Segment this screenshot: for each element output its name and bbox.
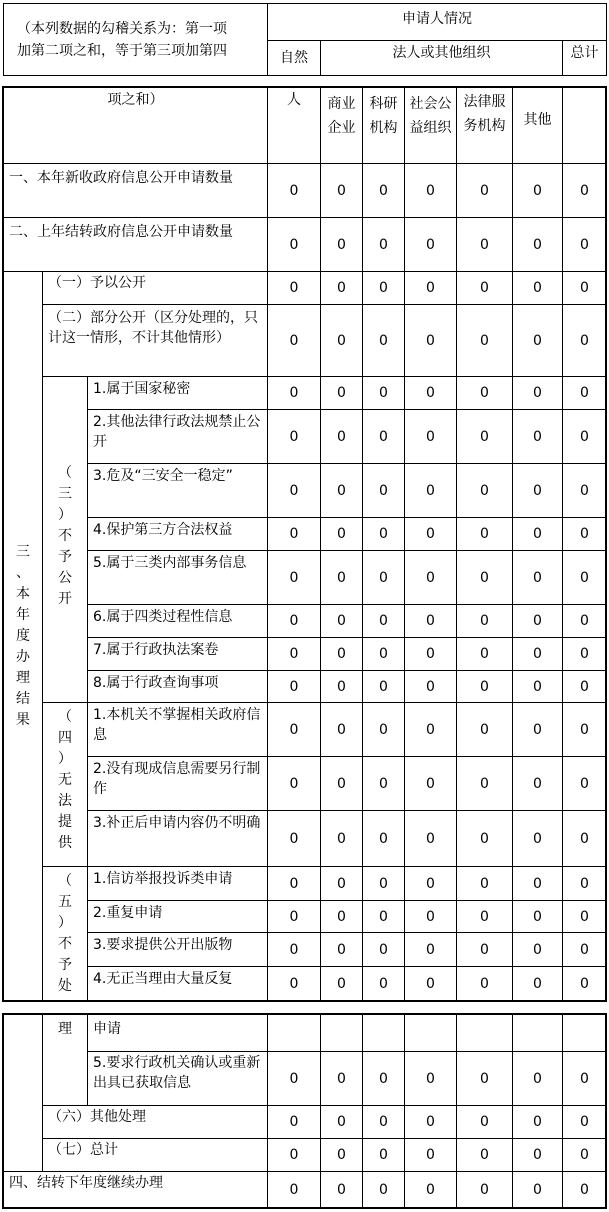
- value-cell: 0: [562, 932, 607, 967]
- value-cell: 0: [404, 550, 457, 605]
- note-cell: [3, 3, 268, 76]
- value-cell: 0: [404, 900, 457, 933]
- value-cell: 0: [562, 409, 607, 464]
- value-cell: 0: [362, 271, 405, 305]
- value-cell: 0: [362, 1051, 405, 1106]
- value-cell: 0: [512, 271, 563, 305]
- vertical-char: 予: [58, 957, 72, 973]
- value-cell: 0: [320, 1051, 363, 1106]
- value-cell: 0: [456, 932, 513, 967]
- value-cell: 0: [512, 304, 563, 377]
- value-cell: 0: [404, 1138, 457, 1172]
- value-cell: 0: [404, 810, 457, 867]
- row-label: 3.要求提供公开出版物: [87, 932, 268, 967]
- value-cell: 0: [362, 966, 405, 1002]
- value-cell: 0: [404, 1105, 457, 1139]
- value-cell: 0: [562, 1171, 607, 1208]
- value-cell: 0: [362, 1105, 405, 1139]
- vertical-char: 处: [58, 978, 72, 994]
- vertical-char: 公: [58, 570, 72, 586]
- row-label: 2.没有现成信息需要另行制作: [87, 756, 268, 811]
- empty-cell: [512, 1014, 563, 1052]
- research-institute-header: 科研机构: [362, 87, 405, 164]
- row-label: 1.属于国家秘密: [87, 376, 268, 410]
- value-cell: 0: [362, 550, 405, 605]
- value-cell: 0: [320, 810, 363, 867]
- value-cell: 0: [562, 550, 607, 605]
- vertical-char: 法: [58, 793, 72, 809]
- vertical-char: 开: [58, 591, 72, 607]
- value-cell: 0: [320, 517, 363, 551]
- other-org-header: 其他: [512, 87, 563, 164]
- row-label: 3.危及“三安全一稳定”: [87, 463, 268, 518]
- note-line: （本列数据的勾稽关系为：第一项: [17, 21, 227, 37]
- row-label: 2.其他法律行政法规禁止公开: [87, 409, 268, 464]
- value-cell: 0: [404, 966, 457, 1002]
- vertical-char: 年: [16, 607, 30, 623]
- vertical-char: ）: [58, 507, 72, 523]
- row-label: 3.补正后申请内容仍不明确: [87, 810, 268, 867]
- value-cell: 0: [267, 550, 321, 605]
- value-cell: 0: [456, 702, 513, 757]
- value-cell: 0: [512, 1138, 563, 1172]
- table-frame: [605, 1013, 607, 1209]
- value-cell: 0: [320, 900, 363, 933]
- value-cell: 0: [362, 463, 405, 518]
- value-cell: 0: [362, 637, 405, 671]
- table-frame: [2, 1013, 607, 1015]
- vertical-char: 无: [58, 772, 72, 788]
- table-frame: [2, 1013, 4, 1209]
- row-label: （七）总计: [42, 1138, 268, 1172]
- vertical-char: 度: [16, 628, 30, 644]
- value-cell: 0: [404, 756, 457, 811]
- value-cell: 0: [404, 271, 457, 305]
- value-cell: 0: [456, 217, 513, 272]
- value-cell: 0: [562, 756, 607, 811]
- value-cell: 0: [267, 409, 321, 464]
- table-frame: [2, 86, 607, 88]
- vertical-char: 提: [58, 814, 72, 830]
- value-cell: 0: [512, 376, 563, 410]
- value-cell: 0: [320, 463, 363, 518]
- value-cell: 0: [404, 932, 457, 967]
- value-cell: 0: [362, 1171, 405, 1208]
- value-cell: 0: [512, 517, 563, 551]
- vertical-char: 四: [58, 730, 72, 746]
- value-cell: 0: [562, 866, 607, 901]
- value-cell: 0: [320, 637, 363, 671]
- value-cell: 0: [362, 217, 405, 272]
- note-line: 加第二项之和，等于第三项加第四: [17, 43, 227, 59]
- commercial-enterprise-header: 商业企业: [320, 87, 363, 164]
- row-label: 5.属于三类内部事务信息: [87, 550, 268, 605]
- value-cell: 0: [362, 376, 405, 410]
- section-label-cont: [3, 1014, 43, 1172]
- value-cell: 0: [267, 900, 321, 933]
- vertical-char: 本: [16, 586, 30, 602]
- value-cell: 0: [512, 900, 563, 933]
- value-cell: 0: [320, 1171, 363, 1208]
- value-cell: 0: [404, 376, 457, 410]
- empty-cell: [267, 1014, 321, 1052]
- value-cell: 0: [320, 1138, 363, 1172]
- value-cell: 0: [404, 670, 457, 703]
- value-cell: 0: [267, 1105, 321, 1139]
- value-cell: 0: [320, 163, 363, 218]
- value-cell: 0: [267, 271, 321, 305]
- row-label: 二、上年结转政府信息公开申请数量: [3, 217, 268, 272]
- value-cell: 0: [362, 756, 405, 811]
- vertical-char: 理: [16, 670, 30, 686]
- vertical-char: 理: [58, 1021, 72, 1037]
- value-cell: 0: [512, 966, 563, 1002]
- row-label: 一、本年新收政府信息公开申请数量: [3, 163, 268, 218]
- empty-cell: [456, 1014, 513, 1052]
- value-cell: 0: [456, 900, 513, 933]
- value-cell: 0: [320, 376, 363, 410]
- row-label: 8.属于行政查询事项: [87, 670, 268, 703]
- value-cell: 0: [562, 1051, 607, 1106]
- row-label: 5.要求行政机关确认或重新出具已获取信息: [87, 1051, 268, 1106]
- value-cell: 0: [456, 463, 513, 518]
- value-cell: 0: [362, 702, 405, 757]
- vertical-char: （: [58, 873, 72, 889]
- value-cell: 0: [267, 702, 321, 757]
- value-cell: 0: [562, 1105, 607, 1139]
- value-cell: 0: [320, 1105, 363, 1139]
- value-cell: 0: [562, 163, 607, 218]
- value-cell: 0: [404, 866, 457, 901]
- value-cell: 0: [512, 550, 563, 605]
- value-cell: 0: [456, 637, 513, 671]
- value-cell: 0: [362, 517, 405, 551]
- empty-cell: [404, 1014, 457, 1052]
- value-cell: 0: [456, 1138, 513, 1172]
- value-cell: 0: [456, 756, 513, 811]
- value-cell: 0: [512, 604, 563, 638]
- vertical-char: 五: [58, 894, 72, 910]
- row-label: 4.保护第三方合法权益: [87, 517, 268, 551]
- value-cell: 0: [320, 866, 363, 901]
- vertical-char: 三: [58, 486, 72, 502]
- value-cell: 0: [456, 966, 513, 1002]
- value-cell: 0: [267, 756, 321, 811]
- value-cell: 0: [404, 1051, 457, 1106]
- value-cell: 0: [456, 1051, 513, 1106]
- value-cell: 0: [267, 670, 321, 703]
- group-label: [42, 866, 88, 1002]
- value-cell: 0: [456, 550, 513, 605]
- value-cell: 0: [267, 463, 321, 518]
- value-cell: 0: [267, 1138, 321, 1172]
- value-cell: 0: [456, 1171, 513, 1208]
- value-cell: 0: [512, 463, 563, 518]
- vertical-char: 不: [58, 528, 72, 544]
- value-cell: 0: [512, 163, 563, 218]
- value-cell: 0: [362, 670, 405, 703]
- value-cell: 0: [456, 670, 513, 703]
- value-cell: 0: [562, 463, 607, 518]
- value-cell: 0: [362, 163, 405, 218]
- value-cell: 0: [562, 217, 607, 272]
- value-cell: 0: [512, 1171, 563, 1208]
- value-cell: 0: [562, 810, 607, 867]
- empty-cell: [320, 1014, 363, 1052]
- value-cell: 0: [362, 810, 405, 867]
- value-cell: 0: [512, 702, 563, 757]
- vertical-char: 三: [16, 544, 30, 560]
- value-cell: 0: [512, 637, 563, 671]
- value-cell: 0: [512, 670, 563, 703]
- value-cell: 0: [512, 1105, 563, 1139]
- row-label: （一）予以公开: [42, 271, 268, 305]
- value-cell: 0: [404, 517, 457, 551]
- value-cell: 0: [456, 163, 513, 218]
- value-cell: 0: [404, 702, 457, 757]
- group-label: [42, 376, 88, 703]
- vertical-char: 供: [58, 835, 72, 851]
- table-frame: [2, 86, 4, 1002]
- value-cell: 0: [267, 966, 321, 1002]
- table-frame: [605, 86, 607, 1002]
- vertical-char: 办: [16, 649, 30, 665]
- value-cell: 0: [456, 517, 513, 551]
- row-label: （六）其他处理: [42, 1105, 268, 1139]
- value-cell: 0: [404, 217, 457, 272]
- vertical-char: 结: [16, 691, 30, 707]
- value-cell: 0: [456, 409, 513, 464]
- value-cell: 0: [362, 304, 405, 377]
- value-cell: 0: [320, 966, 363, 1002]
- value-cell: 0: [512, 810, 563, 867]
- row-label: 2.重复申请: [87, 900, 268, 933]
- value-cell: 0: [404, 604, 457, 638]
- value-cell: 0: [320, 409, 363, 464]
- value-cell: 0: [267, 604, 321, 638]
- value-cell: 0: [562, 702, 607, 757]
- row-label: 7.属于行政执法案卷: [87, 637, 268, 671]
- vertical-char: （: [58, 465, 72, 481]
- value-cell: 0: [562, 637, 607, 671]
- value-cell: 0: [267, 637, 321, 671]
- value-cell: 0: [512, 1051, 563, 1106]
- total-header: 总计: [562, 40, 607, 76]
- value-cell: 0: [362, 604, 405, 638]
- value-cell: 0: [562, 900, 607, 933]
- value-cell: 0: [320, 702, 363, 757]
- value-cell: 0: [562, 966, 607, 1002]
- value-cell: 0: [362, 900, 405, 933]
- value-cell: 0: [562, 376, 607, 410]
- vertical-char: （: [58, 709, 72, 725]
- value-cell: 0: [456, 376, 513, 410]
- value-cell: 0: [267, 517, 321, 551]
- vertical-char: 予: [58, 549, 72, 565]
- note-cell-cont: 项之和）: [3, 87, 268, 164]
- value-cell: 0: [512, 866, 563, 901]
- value-cell: 0: [404, 163, 457, 218]
- value-cell: 0: [512, 409, 563, 464]
- value-cell: 0: [320, 756, 363, 811]
- empty-cell: [562, 1014, 607, 1052]
- group-label: [42, 702, 88, 867]
- value-cell: 0: [267, 304, 321, 377]
- value-cell: 0: [562, 304, 607, 377]
- value-cell: 0: [320, 932, 363, 967]
- value-cell: 0: [320, 217, 363, 272]
- empty-cell: [362, 1014, 405, 1052]
- value-cell: 0: [362, 932, 405, 967]
- value-cell: 0: [267, 810, 321, 867]
- vertical-char: ）: [58, 751, 72, 767]
- value-cell: 0: [267, 1171, 321, 1208]
- value-cell: 0: [512, 756, 563, 811]
- value-cell: 0: [456, 304, 513, 377]
- value-cell: 0: [320, 271, 363, 305]
- row-label: 申请: [87, 1014, 268, 1052]
- value-cell: 0: [267, 163, 321, 218]
- value-cell: 0: [267, 866, 321, 901]
- row-label: 6.属于四类过程性信息: [87, 604, 268, 638]
- legal-entity-header: 法人或其他组织: [320, 40, 563, 76]
- value-cell: 0: [404, 304, 457, 377]
- value-cell: 0: [362, 1138, 405, 1172]
- value-cell: 0: [404, 409, 457, 464]
- value-cell: 0: [562, 271, 607, 305]
- vertical-char: 不: [58, 936, 72, 952]
- natural-person-header: 自然: [267, 40, 321, 76]
- value-cell: 0: [267, 932, 321, 967]
- natural-person-header-cont: 人: [267, 87, 321, 164]
- vertical-char: 果: [16, 712, 30, 728]
- value-cell: 0: [404, 1171, 457, 1208]
- row-label: 1.本机关不掌握相关政府信息: [87, 702, 268, 757]
- value-cell: 0: [267, 376, 321, 410]
- value-cell: 0: [362, 409, 405, 464]
- value-cell: 0: [320, 304, 363, 377]
- row-label: 1.信访举报投诉类申请: [87, 866, 268, 901]
- applicant-header: 申请人情况: [267, 3, 607, 41]
- value-cell: 0: [404, 637, 457, 671]
- value-cell: 0: [562, 1138, 607, 1172]
- row-label: 四、结转下年度继续办理: [3, 1171, 268, 1208]
- table-frame: [2, 1207, 607, 1209]
- value-cell: 0: [456, 866, 513, 901]
- value-cell: 0: [320, 604, 363, 638]
- value-cell: 0: [320, 550, 363, 605]
- value-cell: 0: [512, 932, 563, 967]
- value-cell: 0: [456, 810, 513, 867]
- social-welfare-header: 社会公益组织: [404, 87, 457, 164]
- row-label: （二）部分公开（区分处理的，只计这一情形，不计其他情形）: [42, 304, 268, 377]
- value-cell: 0: [456, 271, 513, 305]
- value-cell: 0: [362, 866, 405, 901]
- vertical-char: 、: [16, 565, 30, 581]
- group-label-cont: [42, 1014, 88, 1106]
- value-cell: 0: [512, 217, 563, 272]
- value-cell: 0: [267, 217, 321, 272]
- value-cell: 0: [562, 670, 607, 703]
- table-frame: [2, 1000, 607, 1002]
- value-cell: 0: [562, 517, 607, 551]
- legal-service-header: 法律服务机构: [456, 87, 513, 164]
- value-cell: 0: [320, 670, 363, 703]
- value-cell: 0: [456, 1105, 513, 1139]
- value-cell: 0: [562, 604, 607, 638]
- value-cell: 0: [267, 1051, 321, 1106]
- value-cell: 0: [404, 463, 457, 518]
- section-label: [3, 271, 43, 1002]
- vertical-char: ）: [58, 915, 72, 931]
- total-header-cont: [562, 87, 607, 164]
- value-cell: 0: [456, 604, 513, 638]
- row-label: 4.无正当理由大量反复: [87, 966, 268, 1002]
